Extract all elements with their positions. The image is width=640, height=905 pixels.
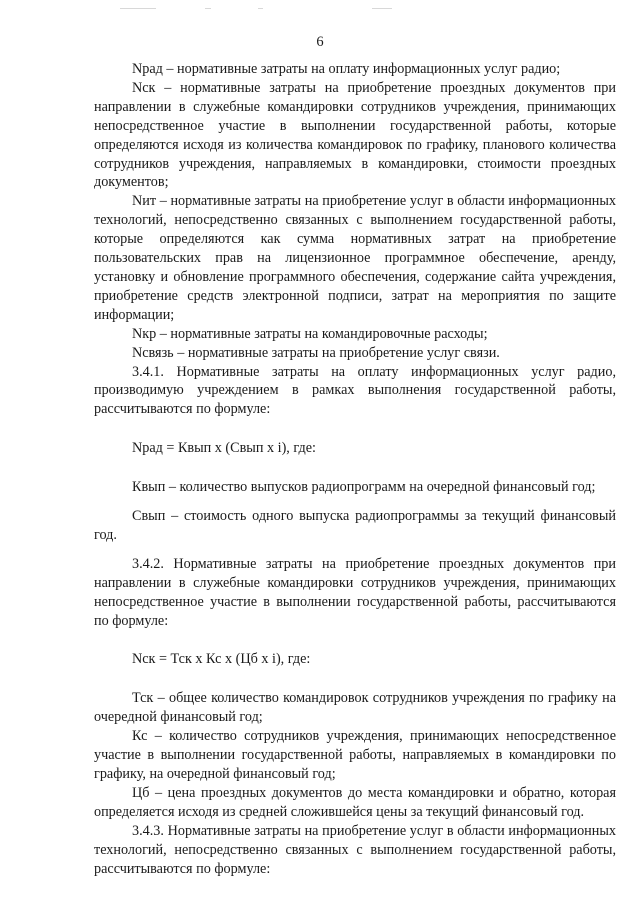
formula-nsk: Nск = Тск х Кс х (Цб х i), где: (132, 651, 311, 668)
scan-artifact (120, 8, 156, 9)
document-body (94, 60, 616, 878)
section-3-4-3: 3.4.3. Нормативные затраты на приобретение услуг в области информационных технологий, непосредственно связанных с выполнением государственной работы, рассчитываются по формуле: (94, 822, 616, 877)
definition-ks: Кс – количество сотрудников учреждения, принимающих непосредственное участие в выполнении государственной работы, направляемых в командировки по графику, на очередной финансовый год; (94, 728, 616, 782)
formula-nrad: Nрад = Квып х (Свып х i), где: (132, 440, 316, 457)
scan-artifact (258, 8, 263, 9)
definition-nsvyaz: Nсвязь – нормативные затраты на приобретение услуг связи. (132, 344, 500, 361)
scan-artifact (205, 8, 211, 9)
page-number: 6 (316, 34, 324, 50)
definition-tsb: Цб – цена проездных документов до места командировки и обратно, которая определяется исходя из средней сложившейся цены за текущий финансовый год. (94, 784, 616, 820)
section-3-4-2: 3.4.2. Нормативные затраты на приобретение проездных документов при направлении в служебные командировки сотрудников учреждения, принимающих непосредственное участие в выполнении государственной работы, рассчитываются по формуле: (94, 555, 616, 629)
definition-tsk: Тск – общее количество командировок сотрудников учреждения по графику на очередной финансовый год; (94, 690, 616, 726)
section-3-4-1: 3.4.1. Нормативные затраты на оплату информационных услуг радио, производимую учреждением в рамках выполнения государственной работы, рассчитываются по формуле: (94, 363, 616, 418)
definition-nrad: Nрад – нормативные затраты на оплату информационных услуг радио; (132, 61, 561, 77)
definition-nit: Nит – нормативные затраты на приобретение услуг в области информационных технологий, непосредственно связанных с выполнением государственной работы, которые определяются как сумма нормативных затрат на приобретение пользовательских прав на лицензионное программное обеспечение, аренду, установку и обновление программного обеспечения, содержание сайта учреждения, приобретение средств электронной подписи, затрат на мероприятия по защите информации; (94, 193, 616, 323)
definition-nkr: Nкр – нормативные затраты на командировочные расходы; (132, 325, 488, 342)
definition-kvyp: Квып – количество выпусков радиопрограмм на очередной финансовый год; (132, 479, 596, 496)
scan-artifact (372, 8, 392, 9)
definition-svyp: Свып – стоимость одного выпуска радиопрограммы за текущий финансовый год. (94, 508, 616, 543)
definition-nsk: Nск – нормативные затраты на приобретение проездных документов при направлении в служебные командировки сотрудников учреждения, принимающих непосредственное участие в выполнении государственной работы, которые определяются исходя из количества командировок по графику, планового количества сотрудников учреждения, направляемых в командировки, стоимости проездных документов; (94, 79, 616, 191)
